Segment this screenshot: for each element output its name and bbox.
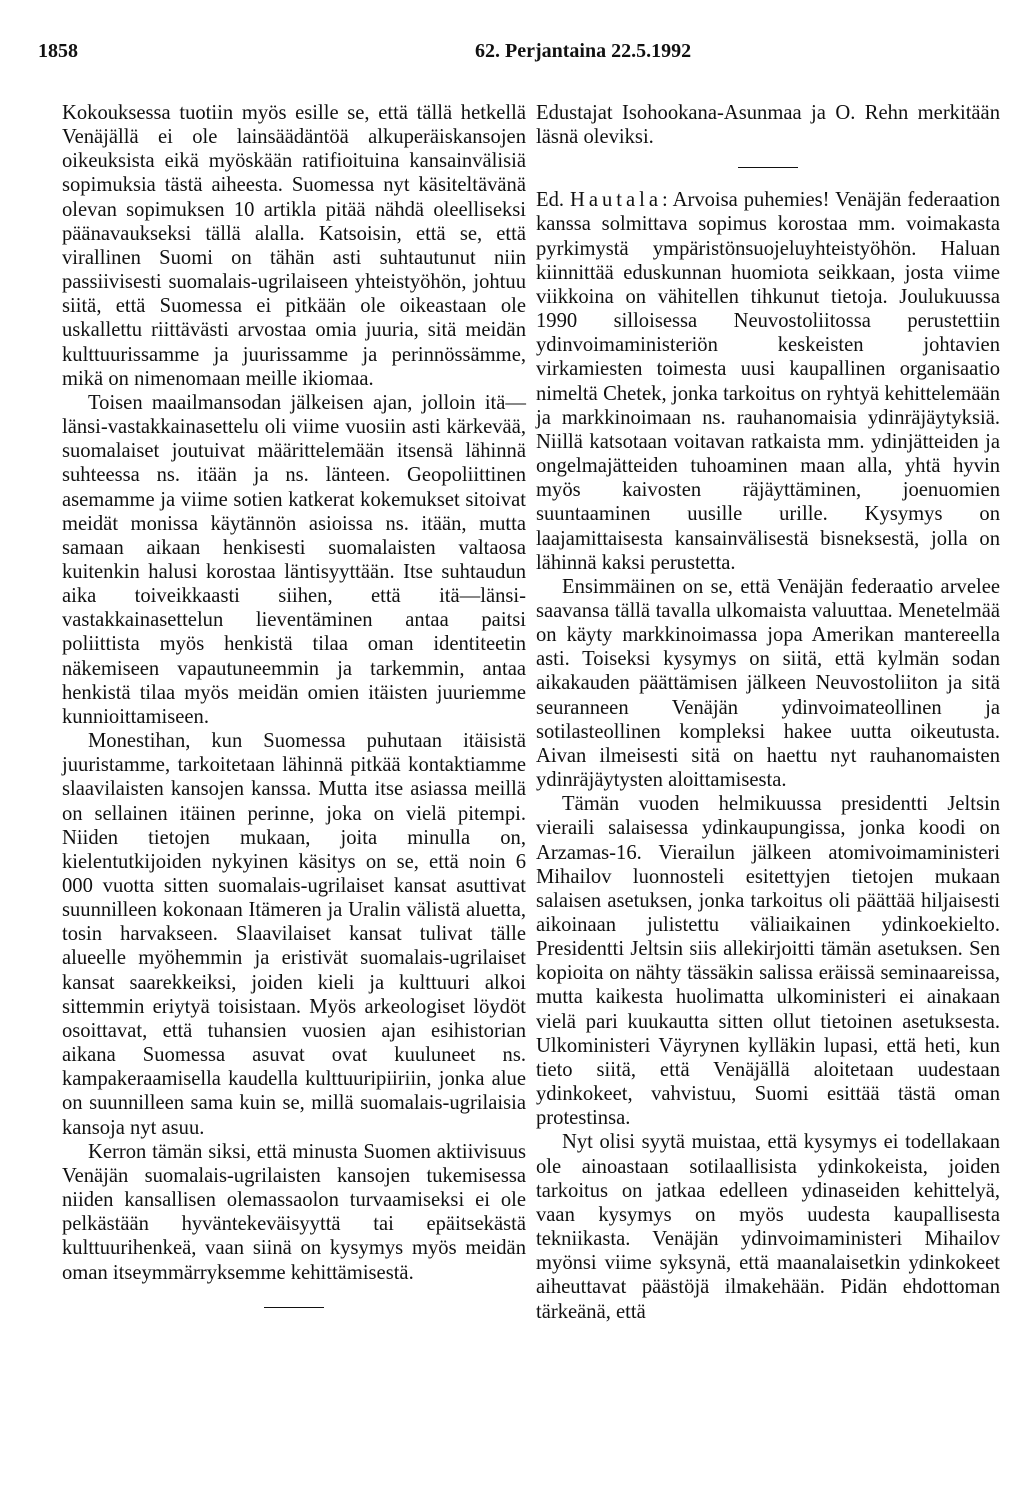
page-header [38,40,988,70]
paragraph: Kerron tämän siksi, että minusta Suomen aktiivisuus Venäjän suomalais-ugrilaisten kansojen tukemisessa niiden kansallisen olemassaolon turvaamiseksi ei ole pelkästään hyväntekeväisyyttä tai epäitsekästä kulttuurihenkeä, vaan siinä on kysymys myös meidän oman itseymmärryksemme kehittämisestä. [62,1140,526,1284]
speech-text: : Arvoisa puhemies! Venäjän federaation kanssa solmittava sopimus korostaa mm. voimakasta pyrkimystä ympäristönsuojeluyhteistyöhön. Haluan kiinnittää eduskunnan huomiota seikkaan, josta viime viikkoina on vähitellen tihkunut tietoja. Joulukuussa 1990 silloisessa Neuvostoliitossa perustettiin ydinvoimaministeriön keskeisten johtavien virkamiesten toimesta uusi kaupallinen organisaatio nimeltä Chetek, jonka tarkoitus on ryhtyä kehittelemään ja markkinoimaan ns. rauhanomaisia ydinräjäytyksiä. Niillä katsotaan voitavan ratkaista mm. ydinjätteiden ja ongelmajätteiden tuhoaminen maan alla, yhtä hyvin myös kaivosten räjäyttäminen, joenuomien suuntaaminen uusille urille. Kysymys on laajamittaisesta kansainvälisestä bisneksestä, jolla on lähinnä kaksi perustetta. [536,189,1000,574]
paragraph: Kokouksessa tuotiin myös esille se, että tällä hetkellä Venäjällä ei ole lainsäädäntöä alkuperäiskansojen oikeuksista eikä myöskään ratifioituina kansainvälisiä sopimuksia tästä aiheesta. Suomessa nyt käsiteltävänä olevan sopimuksen 10 artikla pitää nähdä oleelliseksi päänavaukseksi tällä alalla. Katsoisin, että se, että virallinen Suomi on tähän asti suhtautunut niin passiivisesti suomalais-ugrilaiseen yhteistyöhön, johtuu siitä, että Suomessa ei pitkään ole oikeastaan ole uskallettu riittävästi arvostaa omia juuria, sitä meidän kulttuurissamme ja juurissamme ja perinnössämme, mikä on nimenomaan meille ikiomaa. [62,102,526,390]
paragraph: Tämän vuoden helmikuussa presidentti Jeltsin vieraili salaisessa ydinkaupungissa, jonka koodi on Arzamas-16. Vierailun jälkeen atomivoimaministeri Mihailov luonnosteli esitettyjen tietojen mukaan salaisen asetuksen, jonka tarkoitus oli päättää hiljaisesti aikoinaan julistettu väliaikainen ydinkoekielto. Presidentti Jeltsin siis allekirjoitti tämän asetuksen. Sen kopioita on nähty tässäkin salissa eräissä seminaareissa, mutta kaikesta huolimatta ulkoministeri ei ainakaan vielä pari kuukautta sitten ollut tietoinen asetuksesta. Ulkoministeri Väyrynen kylläkin lupasi, että heti, kun tieto siitä, että Venäjällä aloitetaan uudestaan ydinkokeet, vahvistuu, Suomi esittää tästä oman protestinsa. [536,793,1000,1130]
paragraph: Nyt olisi syytä muistaa, että kysymys ei todellakaan ole ainoastaan sotilaallisista ydinkokeista, joiden tarkoitus on jatkaa edelleen ydinaseiden kehittelyä, vaan kysymys on myös uudesta kaupallisesta tekniikasta. Venäjän ydinvoimaministeri Mihailov myönsi viime syksynä, että maanalaisetkin ydinkokeet aiheuttavat päästöjä ilmakehään. Pidän ehdottoman tärkeänä, että [536,1131,1000,1323]
left-column [62,101,526,1328]
paragraph: Monestihan, kun Suomessa puhutaan itäisistä juuristamme, tarkoitetaan lähinnä pitkää kontaktiamme slaavilaisten kansojen kanssa. Mutta itse asiassa meillä on sellainen itäinen perinne, joka on vielä pitempi. Niiden tietojen mukaan, joita minulla on, kielentutkijoiden nykyinen käsitys on se, että noin 6 000 vuotta sitten suomalais-ugrilaiset kansat asuttivat suunnilleen kokonaan Itämeren ja Uralin välistä aluetta, tosin harvakseen. Slaavilaiset kansat tulivat tälle alueelle myöhemmin ja eristivät suomalais-ugrilaiset kansat saarekkeiksi, joiden kieli ja kulttuuri alkoi sittemmin eriytyä toisistaan. Myös arkeologiset löydöt osoittavat, että tuhansien vuosien ajan esihistorian aikana Suomessa asuvat ovat kuuluneet ns. kampakeraamisella kaudella kulttuuripiiriin, jonka alue on suunnilleen sama kuin se, millä suomalais-ugrilaisia kansoja nyt asuu. [62,730,526,1139]
paragraph: Toisen maailmansodan jälkeisen ajan, jolloin itä—länsi-vastakkainasettelu oli viime vuosiin asti kärkevää, suomalaiset joutuivat määrittelemään itsensä lähinnä suhteessa ns. itään ja ns. länteen. Geopoliittinen asemamme ja viime sotien katkerat kokemukset sitoivat meidät monissa käytännön asioissa ns. itään, mutta samaan aikaan henkisesti suomalaisten valtaosa kuitenkin halusi korostaa läntisyyttään. Itse suhtaudun aika toiveikkaasti siihen, että itä—länsi-vastakkainasettelun lieventäminen antaa paitsi poliittista myös henkistä tilaa oman identiteetin näkemiseen vapautuneemmin ja tarkemmin, antaa henkistä tilaa myös meidän omien itäisten juuriemme kunnioittamiseen. [62,391,526,728]
right-column [536,101,1000,1324]
section-divider [264,1307,324,1308]
section-divider [738,167,798,168]
page-number: 1858 [38,40,78,62]
speech-opening [536,188,1000,575]
paragraph: Ensimmäinen on se, että Venäjän federaatio arvelee saavansa tällä tavalla ulkomaista valuuttaa. Menetelmää on käyty markkinoimassa jopa Amerikan mantereella asti. Toiseksi kysymys on siitä, että kylmän sodan aikakauden päättämisen jälkeen Neuvostoliiton ja sitä seuranneen Venäjän ydinvoimateollinen ja sotilasteollinen kompleksi hakee uutta oikeutusta. Aivan ilmeisesti sitä on haettu nyt rauhanomaisten ydinräjäytysten aloittamisesta. [536,575,1000,792]
speaker-name: Hautala [570,189,663,212]
speaker-prefix: Ed. [536,189,565,212]
attendance-note: Edustajat Isohookana-Asunmaa ja O. Rehn merkitään läsnä oleviksi. [536,102,1000,149]
session-title: 62. Perjantaina 22.5.1992 [475,40,692,62]
